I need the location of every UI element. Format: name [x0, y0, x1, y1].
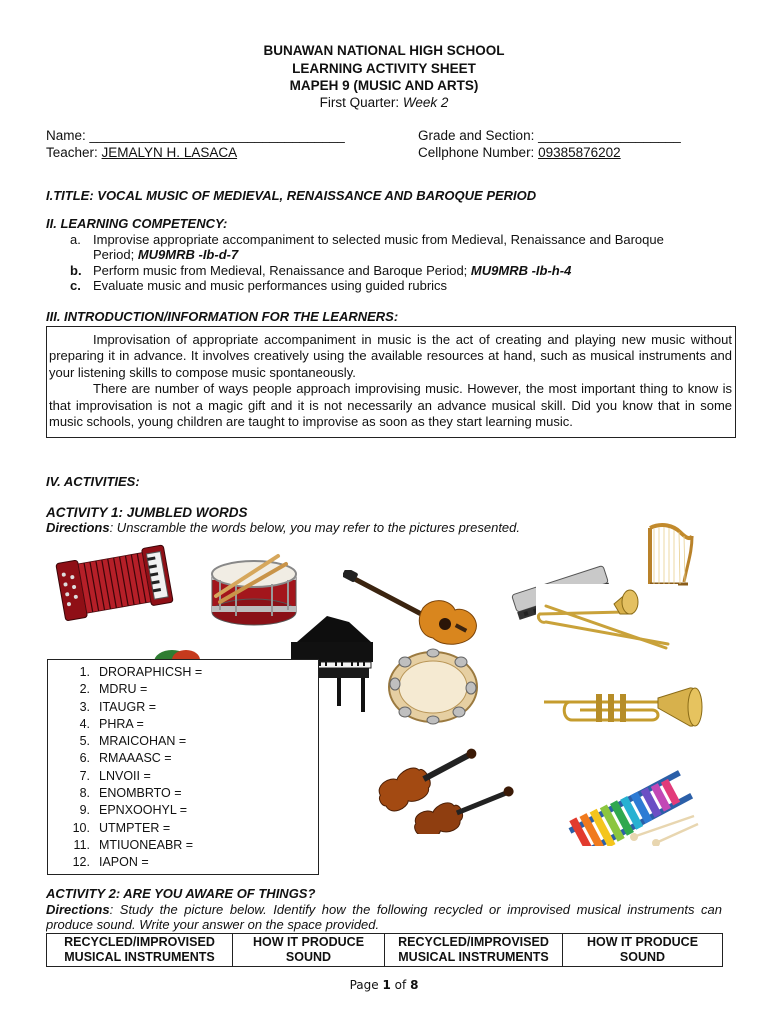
item-number: 8.: [79, 786, 90, 801]
jumbled-word: EPNXOOHYL =: [99, 803, 188, 818]
jumbled-word: IAPON =: [99, 855, 149, 870]
trombone-icon: [536, 584, 678, 654]
jumbled-words-list: [48, 664, 318, 872]
list-item: [48, 716, 318, 733]
jumbled-word: MDRU =: [99, 682, 148, 697]
jumbled-words-box: [47, 659, 319, 875]
jumbled-word: RMAAASC =: [99, 751, 172, 766]
item-number: 7.: [79, 768, 90, 783]
page-of: of: [394, 978, 407, 992]
list-item: [48, 733, 318, 750]
list-item: [48, 854, 318, 871]
name-label: Name:: [46, 128, 86, 143]
competency-heading: II. LEARNING COMPETENCY:: [46, 216, 228, 231]
page-prefix: Page: [349, 978, 379, 992]
accordion-icon: [52, 540, 177, 626]
competency-a-code: MU9MRB -Ib-d-7: [137, 247, 239, 262]
table-header-row: [47, 934, 723, 967]
competency-a-text-cont: [93, 247, 238, 262]
competency-a-marker: a.: [70, 232, 81, 247]
activity2-table: [46, 933, 723, 967]
page-footer: [0, 978, 768, 992]
week-label: Week 2: [402, 95, 449, 110]
list-item: [48, 802, 318, 819]
item-number: 11.: [73, 837, 90, 852]
phone-label: Cellphone Number:: [418, 145, 535, 160]
activity1-directions: [46, 520, 520, 535]
item-number: 3.: [79, 699, 90, 714]
activity2-title: ACTIVITY 2: ARE YOU AWARE OF THINGS?: [46, 886, 316, 901]
lesson-title: I.TITLE: VOCAL MUSIC OF MEDIEVAL, RENAISSANCE AND BAROQUE PERIOD: [46, 188, 537, 203]
jumbled-word: ITAUGR =: [99, 699, 157, 714]
competency-a-text: Improvise appropriate accompaniment to selected music from Medieval, Renaissance and Baroque: [93, 232, 664, 247]
grade-blank[interactable]: ___________________: [538, 128, 681, 143]
jumbled-word: DRORAPHICSH =: [99, 665, 203, 679]
harp-icon: [640, 522, 696, 588]
intro-paragraph-1: Improvisation of appropriate accompaniment in music is the act of creating and playing new music without preparing it in advance. It involves creatively using the available resources at hand, such as musical instruments and your listening skills to compose music spontaneously.: [49, 332, 732, 380]
doc-type: LEARNING ACTIVITY SHEET: [292, 61, 476, 76]
intro-box: [46, 326, 736, 438]
trumpet-icon: [540, 686, 705, 730]
item-number: 12.: [72, 855, 90, 870]
grade-label: Grade and Section:: [418, 128, 535, 143]
grade-line: [418, 128, 681, 143]
activity1-title: ACTIVITY 1: JUMBLED WORDS: [46, 505, 248, 520]
col-instruments-1: RECYCLED/IMPROVISED MUSICAL INSTRUMENTS: [47, 934, 233, 967]
list-item: [48, 785, 318, 802]
list-item: [48, 750, 318, 767]
jumbled-word: LNVOII =: [99, 768, 151, 783]
jumbled-word: MTIUONEABR =: [99, 837, 194, 852]
directions-text: : Unscramble the words below, you may refer to the pictures presented.: [109, 520, 520, 535]
intro-heading: III. INTRODUCTION/INFORMATION FOR THE LEARNERS:: [46, 309, 399, 324]
list-item: [48, 820, 318, 837]
item-number: 1.: [79, 665, 90, 679]
competency-a-period: Period;: [93, 247, 135, 262]
jumbled-word: PHRA =: [99, 716, 144, 731]
competency-c-text: Evaluate music and music performances using guided rubrics: [93, 278, 448, 293]
activity2-directions: [46, 902, 722, 932]
competency-c-marker: c.: [70, 278, 81, 293]
directions-label: Directions: [46, 520, 110, 535]
list-item: [48, 837, 318, 854]
teacher-line: [46, 145, 237, 160]
phone-number: 09385876202: [538, 145, 621, 160]
competency-b-marker: b.: [70, 263, 82, 278]
name-line: [46, 128, 345, 143]
list-item: [48, 681, 318, 698]
activities-heading: IV. ACTIVITIES:: [46, 474, 140, 489]
directions-text-2: : Study the picture below. Identify how the following recycled or improvised musical instruments can produce sound. Write your answer on the space provided.: [46, 902, 722, 932]
item-number: 10.: [72, 820, 90, 835]
item-number: 4.: [79, 716, 90, 731]
xylophone-icon: [562, 758, 702, 846]
teacher-label: Teacher:: [46, 145, 98, 160]
violin-icon: [370, 730, 520, 834]
school-name: BUNAWAN NATIONAL HIGH SCHOOL: [263, 43, 505, 58]
page-number: 1: [382, 978, 391, 992]
list-item: [48, 664, 318, 681]
competency-b-line: [93, 263, 571, 278]
subject: MAPEH 9 (MUSIC AND ARTS): [289, 78, 479, 93]
phone-line: [418, 145, 621, 160]
item-number: 5.: [79, 734, 90, 749]
item-number: 2.: [79, 682, 90, 697]
col-sound-1: HOW IT PRODUCE SOUND: [233, 934, 385, 967]
tambourine-icon: [385, 648, 481, 726]
col-instruments-2: RECYCLED/IMPROVISED MUSICAL INSTRUMENTS: [385, 934, 563, 967]
name-blank[interactable]: __________________________________: [89, 128, 345, 143]
competency-b-text: Perform music from Medieval, Renaissance and Baroque Period;: [93, 263, 468, 278]
list-item: [48, 768, 318, 785]
competency-b-code: MU9MRB -Ib-h-4: [470, 263, 572, 278]
col-sound-2: HOW IT PRODUCE SOUND: [563, 934, 723, 967]
quarter-line: [0, 95, 768, 110]
jumbled-word: UTMPTER =: [99, 820, 171, 835]
item-number: 6.: [79, 751, 90, 766]
item-number: 9.: [79, 803, 90, 818]
page-total: 8: [410, 978, 419, 992]
list-item: [48, 699, 318, 716]
intro-paragraph-2: There are number of ways people approach improvising music. However, the most important thing to know is that improvisation is not a magic gift and it is not necessarily an advance musical skill. Did you know that in some music schools, young children are taught to improvise as soon as they start learning music.: [49, 381, 732, 430]
directions-label-2: Directions: [46, 902, 110, 917]
jumbled-word: MRAICOHAN =: [99, 734, 187, 749]
quarter-label: First Quarter:: [319, 95, 400, 110]
jumbled-word: ENOMBRTO =: [99, 786, 182, 801]
teacher-name: JEMALYN H. LASACA: [101, 145, 238, 160]
